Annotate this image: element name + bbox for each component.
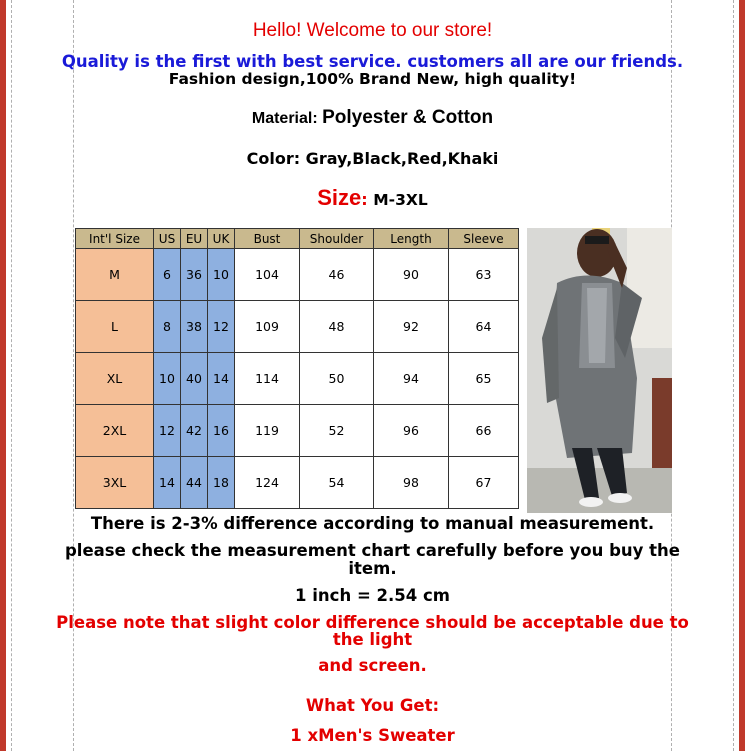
color-note-line-1: Please note that slight color difference should be acceptable due to — [56, 613, 689, 632]
fashion-line: Fashion design,100% Brand New, high quality! — [168, 70, 577, 88]
cell-eu: 42 — [181, 405, 208, 457]
material-value: Polyester & Cotton — [322, 107, 494, 128]
cell-length: 92 — [374, 301, 449, 353]
cell-sleeve: 64 — [449, 301, 519, 353]
size-colon: : — [361, 190, 374, 209]
table-row — [76, 301, 519, 353]
table-row — [76, 249, 519, 301]
model-photo — [527, 228, 672, 513]
difference-note: There is 2-3% difference according to manual measurement. — [90, 514, 655, 533]
cell-shoulder: 54 — [300, 457, 374, 509]
cell-intl-size: 2XL — [76, 405, 154, 457]
cell-shoulder: 48 — [300, 301, 374, 353]
welcome-heading: Hello! Welcome to our store! — [252, 20, 493, 41]
cell-sleeve: 63 — [449, 249, 519, 301]
size-line — [0, 185, 745, 211]
cell-shoulder: 46 — [300, 249, 374, 301]
cell-intl-size: L — [76, 301, 154, 353]
cell-uk: 10 — [208, 249, 235, 301]
cell-length: 94 — [374, 353, 449, 405]
cell-sleeve: 66 — [449, 405, 519, 457]
header-eu: EU — [181, 229, 208, 249]
size-label: Size — [317, 185, 362, 210]
package-item: 1 xMen's Sweater — [290, 726, 455, 745]
header-bust: Bust — [235, 229, 300, 249]
cell-uk: 14 — [208, 353, 235, 405]
size-chart-header-row — [76, 229, 519, 249]
cell-us: 8 — [154, 301, 181, 353]
header-intl-size: Int'l Size — [76, 229, 154, 249]
quality-line: Quality is the first with best service. customers all are our friends. — [61, 52, 684, 71]
cell-uk: 18 — [208, 457, 235, 509]
size-value: M-3XL — [373, 191, 428, 209]
cell-bust: 124 — [235, 457, 300, 509]
header-uk: UK — [208, 229, 235, 249]
check-note-line-1: please check the measurement chart carefully before you buy the — [65, 541, 680, 560]
cell-sleeve: 67 — [449, 457, 519, 509]
table-row — [76, 353, 519, 405]
cell-eu: 40 — [181, 353, 208, 405]
table-row — [76, 457, 519, 509]
material-label: Material: — [251, 110, 323, 127]
color-note-line-3: and screen. — [318, 656, 427, 675]
cell-us: 6 — [154, 249, 181, 301]
cell-eu: 36 — [181, 249, 208, 301]
cell-eu: 38 — [181, 301, 208, 353]
header-us: US — [154, 229, 181, 249]
cell-shoulder: 50 — [300, 353, 374, 405]
color-line: Color: Gray,Black,Red,Khaki — [246, 149, 499, 168]
header-sleeve: Sleeve — [449, 229, 519, 249]
cell-length: 98 — [374, 457, 449, 509]
cell-eu: 44 — [181, 457, 208, 509]
what-you-get-heading: What You Get: — [305, 696, 440, 715]
cell-us: 10 — [154, 353, 181, 405]
cell-uk: 16 — [208, 405, 235, 457]
material-line — [0, 107, 745, 129]
cell-bust: 104 — [235, 249, 300, 301]
table-row — [76, 405, 519, 457]
cell-intl-size: 3XL — [76, 457, 154, 509]
check-note-line-2: item. — [348, 559, 397, 578]
color-note-line-2: the light — [332, 630, 413, 649]
cell-us: 12 — [154, 405, 181, 457]
cell-sleeve: 65 — [449, 353, 519, 405]
cell-intl-size: M — [76, 249, 154, 301]
cell-intl-size: XL — [76, 353, 154, 405]
cell-bust: 119 — [235, 405, 300, 457]
cell-shoulder: 52 — [300, 405, 374, 457]
header-length: Length — [374, 229, 449, 249]
cell-uk: 12 — [208, 301, 235, 353]
cell-length: 90 — [374, 249, 449, 301]
cell-length: 96 — [374, 405, 449, 457]
cell-bust: 114 — [235, 353, 300, 405]
cell-us: 14 — [154, 457, 181, 509]
inch-conversion: 1 inch = 2.54 cm — [295, 586, 450, 605]
cell-bust: 109 — [235, 301, 300, 353]
header-shoulder: Shoulder — [300, 229, 374, 249]
size-chart-table — [75, 228, 519, 509]
